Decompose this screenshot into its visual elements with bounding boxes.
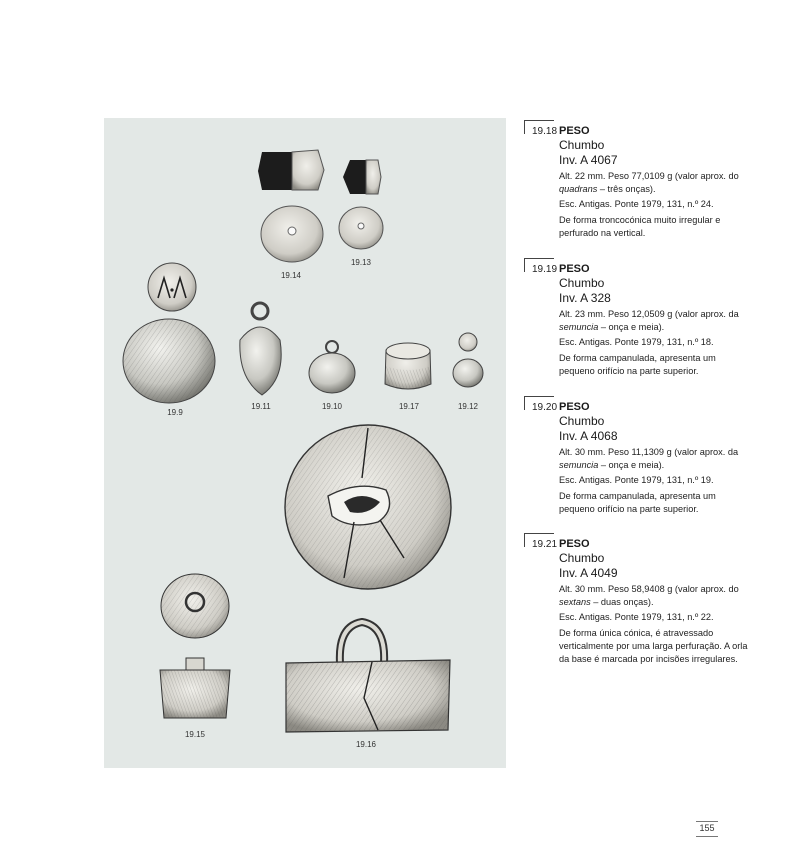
entry-description <box>559 170 749 240</box>
entry-inventory: Inv. A 4049 <box>559 566 618 580</box>
entry-notes: De forma troncocónica muito irregular e perfurado na vertical. <box>559 214 721 238</box>
entry-material: Chumbo <box>559 414 605 428</box>
entry-marker-rule <box>524 533 554 534</box>
drawing-19-16-top <box>285 425 451 589</box>
entry-reference: Esc. Antigas. Ponte 1979, 131, n.º 18. <box>559 337 714 348</box>
drawing-19-15 <box>160 574 230 718</box>
entry-marker-rule <box>524 120 554 121</box>
caption-19-17: 19.17 <box>398 402 420 411</box>
entry-material: Chumbo <box>559 551 605 565</box>
entry-marker <box>524 258 525 272</box>
entry-description <box>559 583 749 666</box>
entry-marker <box>524 533 525 547</box>
entry-measurements: Alt. 23 mm. Peso 12,0509 g (valor aprox. da semuncia – onça e meia). <box>559 309 739 333</box>
entry-title: PESO <box>559 125 590 137</box>
entry-notes: De forma única cónica, é atravessado verticalmente por uma larga perfuração. A orla da base é marcada por incisões irregulares. <box>559 627 748 665</box>
entry-reference: Esc. Antigas. Ponte 1979, 131, n.º 24. <box>559 199 714 210</box>
page-number: 155 <box>699 823 715 833</box>
entry-description <box>559 308 749 378</box>
caption-19-12: 19.12 <box>457 402 479 411</box>
entry-measurements: Alt. 30 mm. Peso 11,1309 g (valor aprox. da semuncia – onça e meia). <box>559 447 739 471</box>
entry-material: Chumbo <box>559 138 605 152</box>
caption-19-15: 19.15 <box>184 730 206 739</box>
entry-measurements: Alt. 30 mm. Peso 58,9408 g (valor aprox. do sextans – duas onças). <box>559 584 739 608</box>
drawing-19-17 <box>385 343 431 389</box>
entry-number: 19.18 <box>532 126 558 137</box>
drawing-19-16-side <box>286 622 450 732</box>
entry-marker-rule <box>524 396 554 397</box>
entry-reference: Esc. Antigas. Ponte 1979, 131, n.º 22. <box>559 612 714 623</box>
entry-notes: De forma campanulada, apresenta um pequeno orifício na parte superior. <box>559 352 716 376</box>
drawing-19-10 <box>309 341 355 393</box>
caption-19-14: 19.14 <box>280 271 302 280</box>
drawing-19-14 <box>258 150 324 262</box>
entry-material: Chumbo <box>559 276 605 290</box>
entry-notes: De forma campanulada, apresenta um pequeno orifício na parte superior. <box>559 490 716 514</box>
entry-number: 19.20 <box>532 402 558 413</box>
entry-marker <box>524 120 525 134</box>
folio-rule-top <box>696 821 718 822</box>
entry-marker <box>524 396 525 410</box>
caption-19-13: 19.13 <box>350 258 372 267</box>
entry-inventory: Inv. A 328 <box>559 291 611 305</box>
drawing-19-12 <box>453 333 483 387</box>
entry-inventory: Inv. A 4068 <box>559 429 618 443</box>
entry-number: 19.19 <box>532 264 558 275</box>
drawing-19-13 <box>339 160 383 249</box>
caption-19-10: 19.10 <box>321 402 343 411</box>
entry-marker-rule <box>524 258 554 259</box>
caption-19-11: 19.11 <box>251 402 271 411</box>
drawing-19-11 <box>240 303 281 395</box>
entry-title: PESO <box>559 401 590 413</box>
illustration-plate <box>104 118 506 768</box>
folio-rule-bottom <box>696 836 718 837</box>
entry-inventory: Inv. A 4067 <box>559 153 618 167</box>
entry-title: PESO <box>559 263 590 275</box>
entry-title: PESO <box>559 538 590 550</box>
caption-19-16: 19.16 <box>355 740 377 749</box>
entry-description <box>559 446 749 516</box>
caption-19-9: 19.9 <box>167 408 183 417</box>
drawing-19-9 <box>123 263 215 403</box>
entry-measurements: Alt. 22 mm. Peso 77,0109 g (valor aprox. do quadrans – três onças). <box>559 171 739 195</box>
object-drawings <box>104 118 506 768</box>
entry-reference: Esc. Antigas. Ponte 1979, 131, n.º 19. <box>559 475 714 486</box>
entry-number: 19.21 <box>532 539 558 550</box>
